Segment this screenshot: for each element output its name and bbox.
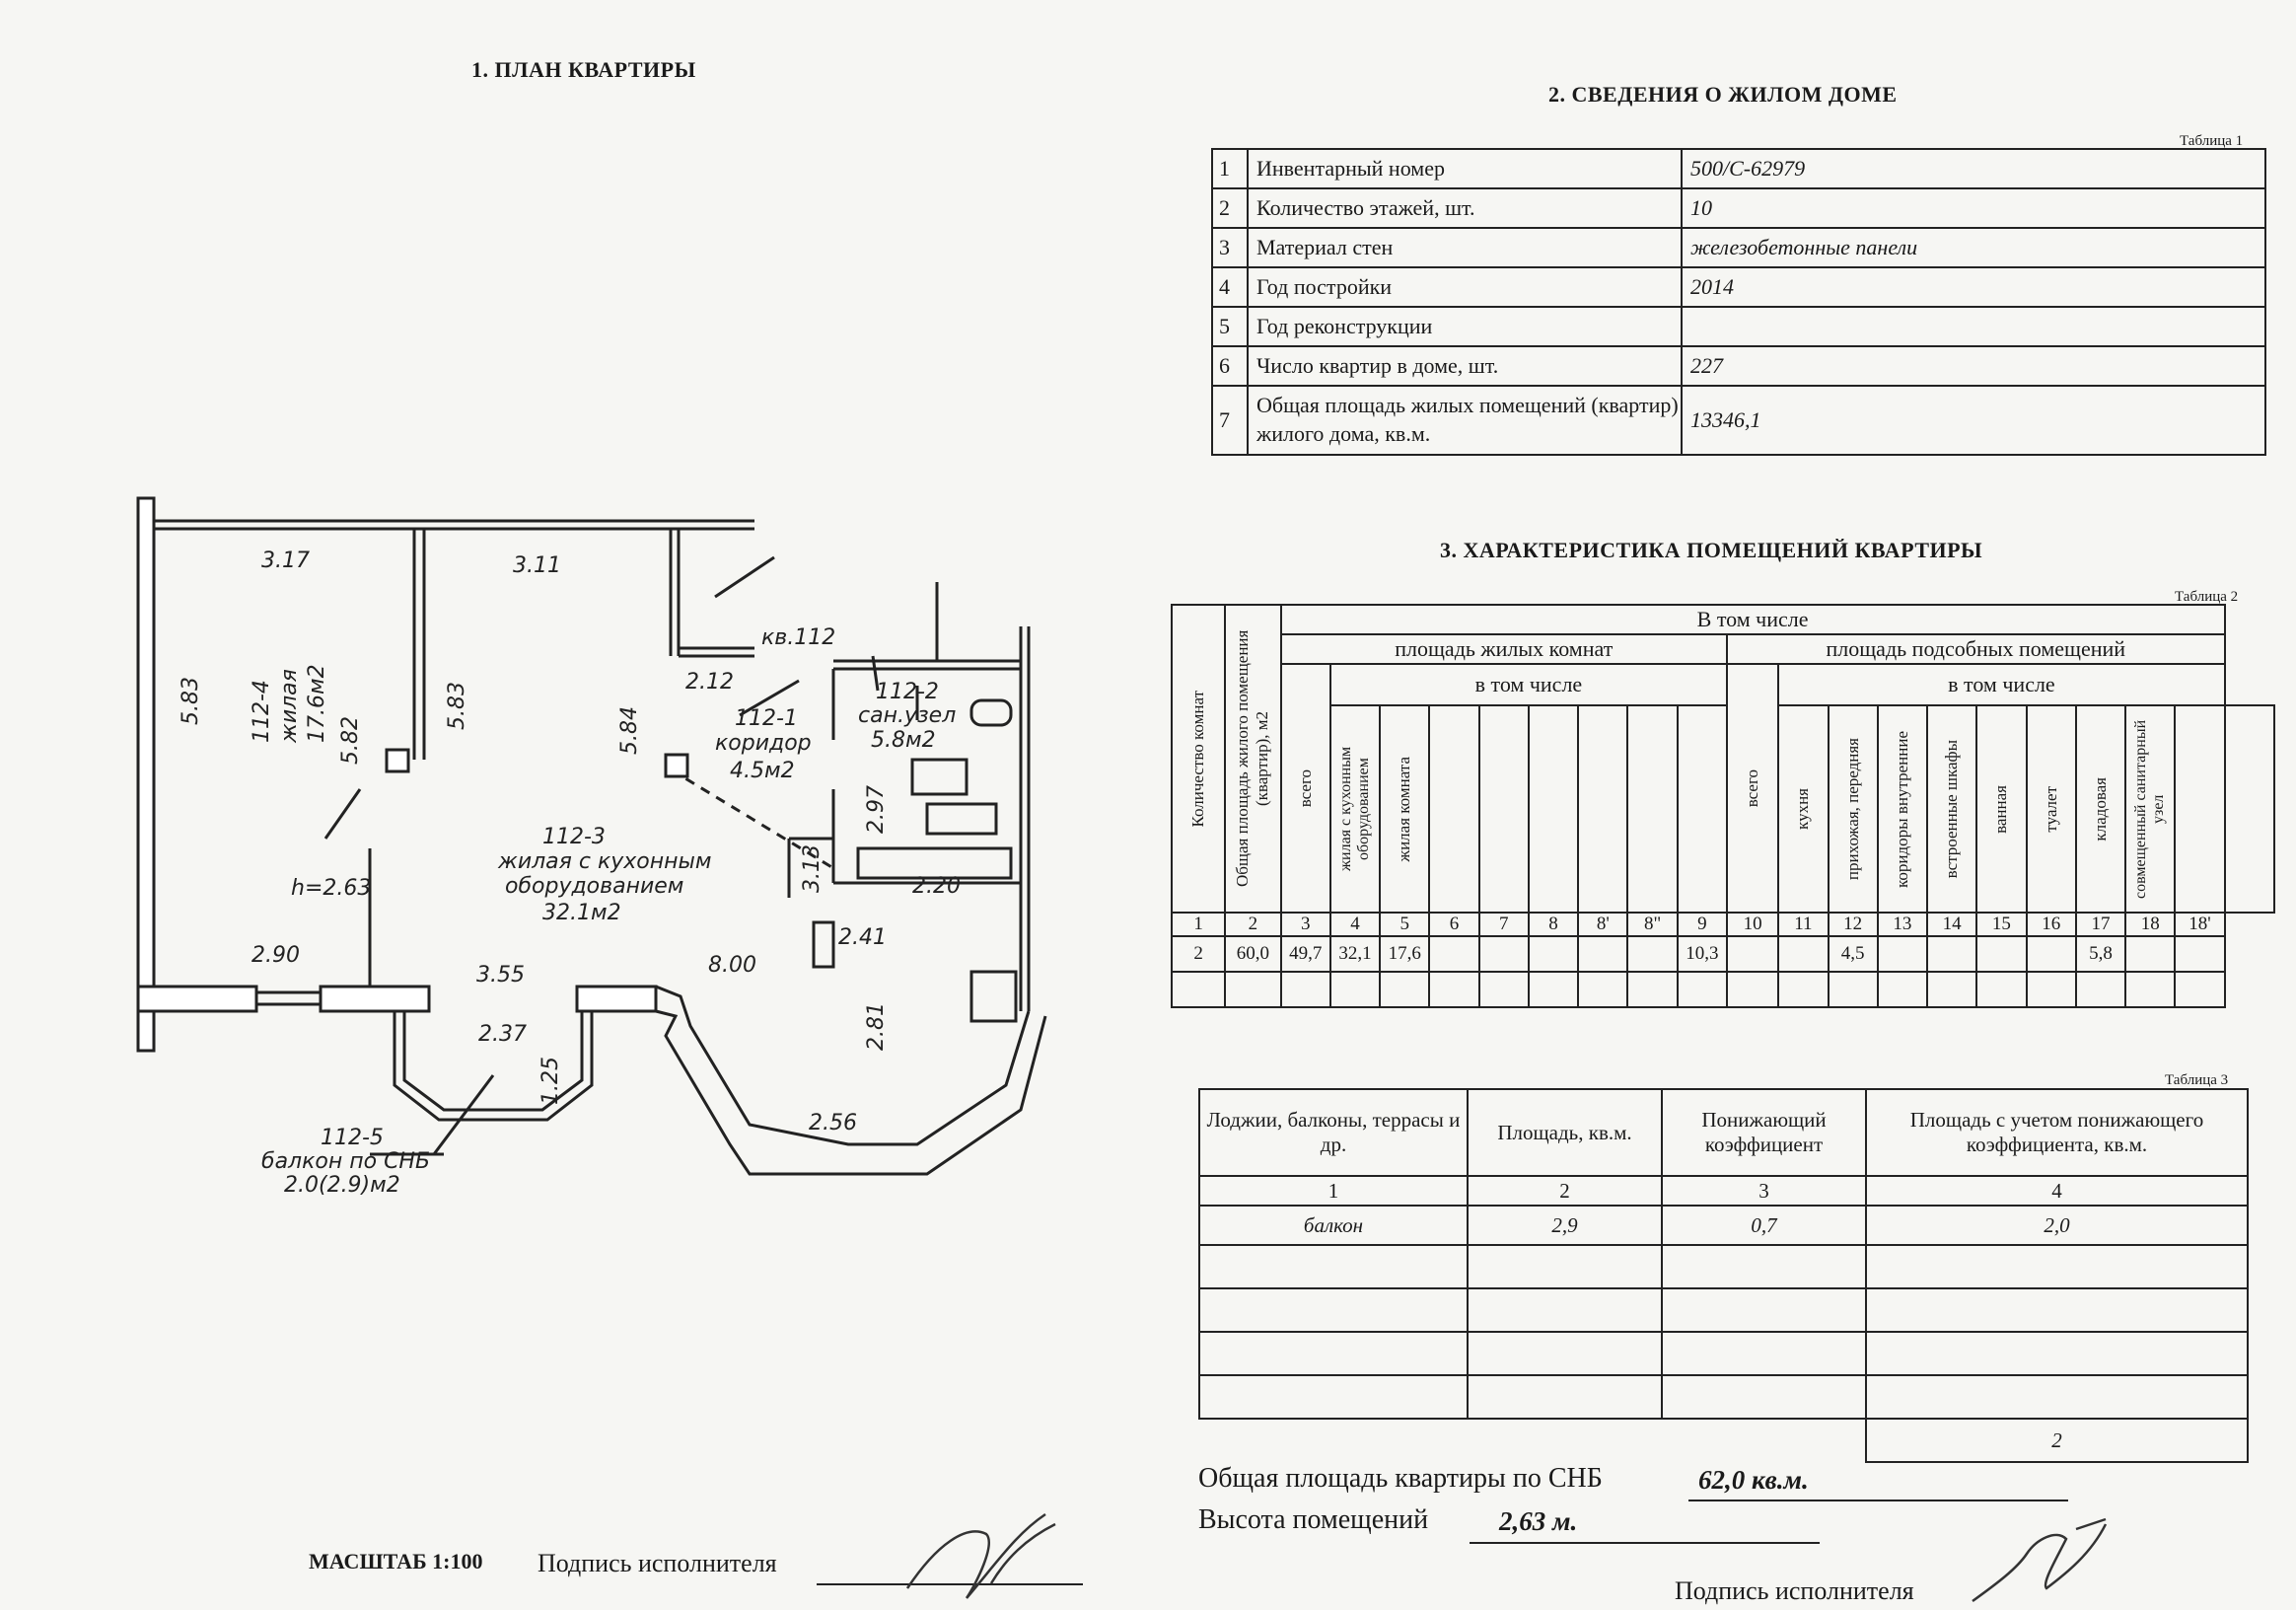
dim-label: 5.83: [179, 677, 203, 725]
room-name-2: оборудованием: [505, 874, 684, 899]
col-header: Количество комнат: [1188, 690, 1208, 828]
dim-label: 3.55: [476, 963, 525, 988]
balcony-table: [1198, 1088, 2249, 1463]
col-header: жилая с кухонным оборудованием: [1336, 746, 1372, 872]
height-value: 2,63 м.: [1499, 1506, 1578, 1536]
col-number: 15: [1976, 913, 2026, 936]
col-number: 16: [2027, 913, 2076, 936]
dim-label: 1.25: [538, 1057, 563, 1105]
total-area-value: 62,0 кв.м.: [1698, 1465, 1809, 1495]
col-number: 2: [1468, 1176, 1662, 1206]
row-value: 10: [1682, 188, 2265, 228]
apartment-number: кв.112: [761, 625, 836, 650]
data-cell: [1479, 936, 1529, 972]
row-number: 1: [1212, 149, 1248, 188]
col-number: 1: [1199, 1176, 1468, 1206]
row-value: [1682, 307, 2265, 346]
table-row: [1199, 1206, 2248, 1245]
col-number: 8": [1627, 913, 1677, 936]
room-area: 17.6м2: [305, 664, 329, 743]
data-cell: 2,0: [1866, 1206, 2248, 1245]
col-number: 7: [1479, 913, 1529, 936]
col-header: В том числе: [1281, 605, 2225, 634]
data-cell: 10,3: [1678, 936, 1727, 972]
data-cell: [2175, 936, 2224, 972]
floor-plan: [99, 464, 1105, 1233]
table-row: [1212, 346, 2265, 386]
total-area-line: [1688, 1500, 2068, 1501]
col-header: кухня: [1793, 788, 1813, 830]
row-label: Общая площадь жилых помещений (квартир) жилого дома, кв.м.: [1248, 386, 1682, 455]
row-label: Год постройки: [1248, 267, 1682, 307]
room-code: 112-1: [735, 706, 798, 731]
room-height: h=2.63: [291, 876, 372, 901]
data-cell: 5,8: [2076, 936, 2125, 972]
dim-label: 3.17: [261, 549, 310, 573]
data-cell: [1976, 936, 2026, 972]
col-number: 11: [1778, 913, 1828, 936]
dim-label: 2.81: [864, 1002, 889, 1051]
table3-label: Таблица 3: [2165, 1072, 2229, 1088]
col-header: ванная: [1991, 784, 2011, 834]
dim-label: 2.41: [838, 925, 887, 950]
table-row: [1212, 149, 2265, 188]
dim-label: 5.83: [445, 682, 469, 730]
row-number: 3: [1212, 228, 1248, 267]
room-area: 5.8м2: [871, 728, 936, 753]
col-header: площадь жилых комнат: [1281, 634, 1727, 664]
column-numbers-row: [1172, 913, 2274, 936]
table1-label: Таблица 1: [2180, 133, 2244, 149]
room-name: жилая: [277, 669, 302, 743]
dim-label: 3.11: [513, 553, 561, 578]
row-number: 6: [1212, 346, 1248, 386]
col-header: Общая площадь жилого помещения (квартир), м2: [1233, 629, 1272, 888]
table-row: [1212, 307, 2265, 346]
col-header: Площадь с учетом понижающего коэффициента, кв.м.: [1866, 1089, 2248, 1176]
room-name: жилая с кухонным: [498, 849, 712, 874]
height-line: [1470, 1542, 1820, 1544]
col-number: 4: [1866, 1176, 2248, 1206]
col-header: Понижающий коэффициент: [1662, 1089, 1866, 1176]
dim-label: 2.20: [912, 874, 961, 899]
col-header: совмещенный санитарный узел: [2132, 719, 2168, 899]
table-row: [1172, 936, 2274, 972]
row-value: 500/С-62979: [1682, 149, 2265, 188]
data-cell: [1778, 936, 1828, 972]
total-cell: 2: [1866, 1419, 2248, 1462]
table-row: [1212, 188, 2265, 228]
table-row: [1212, 228, 2265, 267]
col-header: туалет: [2041, 785, 2060, 833]
col-number: 8': [1578, 913, 1627, 936]
col-number: 18: [2125, 913, 2175, 936]
data-cell: 4,5: [1829, 936, 1878, 972]
data-cell: 17,6: [1380, 936, 1429, 972]
room-area: 4.5м2: [730, 759, 795, 783]
row-value: 13346,1: [1682, 386, 2265, 455]
col-number: 3: [1662, 1176, 1866, 1206]
table2-label: Таблица 2: [2175, 589, 2239, 605]
plan-heading: 1. ПЛАН КВАРТИРЫ: [471, 57, 696, 82]
col-header: прихожая, передняя: [1842, 737, 1862, 881]
col-number: 2: [1225, 913, 1280, 936]
row-label: Год реконструкции: [1248, 307, 1682, 346]
plan-signature: [897, 1504, 1085, 1603]
row-number: 2: [1212, 188, 1248, 228]
data-cell: [1627, 936, 1677, 972]
building-info-table: [1211, 148, 2266, 456]
row-label: Количество этажей, шт.: [1248, 188, 1682, 228]
col-header: в том числе: [1778, 664, 2224, 705]
data-cell: балкон: [1199, 1206, 1468, 1245]
data-cell: [2027, 936, 2076, 972]
rooms-table: [1171, 604, 2275, 1008]
row-label: Материал стен: [1248, 228, 1682, 267]
col-number: 10: [1727, 913, 1778, 936]
dim-label: 2.97: [864, 785, 889, 834]
data-cell: [1878, 936, 1927, 972]
dim-label: 3.13: [800, 844, 825, 893]
dim-label: 8.00: [708, 953, 756, 978]
room-code: 112-4: [250, 680, 274, 743]
col-header: всего: [1743, 768, 1762, 808]
signature-label: Подпись исполнителя: [1675, 1576, 1914, 1605]
dim-label: 5.84: [617, 706, 642, 755]
data-cell: 2,9: [1468, 1206, 1662, 1245]
room-code: 112-2: [876, 680, 939, 704]
col-header: всего: [1295, 768, 1315, 808]
row-value: железобетонные панели: [1682, 228, 2265, 267]
data-cell: 2: [1172, 936, 1225, 972]
total-area-label: Общая площадь квартиры по СНБ: [1198, 1463, 1603, 1494]
rooms-heading: 3. ХАРАКТЕРИСТИКА ПОМЕЩЕНИЙ КВАРТИРЫ: [1440, 538, 1983, 562]
row-number: 7: [1212, 386, 1248, 455]
table-row: [1212, 386, 2265, 455]
executor-signature: [1968, 1514, 2116, 1605]
col-number: 8: [1529, 913, 1578, 936]
data-cell: 0,7: [1662, 1206, 1866, 1245]
room-code: 112-3: [542, 825, 606, 849]
data-cell: [1429, 936, 1478, 972]
dim-label: 2.56: [809, 1111, 857, 1135]
plan-signature-label: Подпись исполнителя: [538, 1549, 777, 1577]
col-number: 5: [1380, 913, 1429, 936]
col-header: Лоджии, балконы, террасы и др.: [1199, 1089, 1468, 1176]
col-number: 9: [1678, 913, 1727, 936]
dim-label: 2.90: [251, 943, 300, 968]
col-number: 14: [1927, 913, 1976, 936]
data-cell: 60,0: [1225, 936, 1280, 972]
data-cell: [1529, 936, 1578, 972]
building-heading: 2. СВЕДЕНИЯ О ЖИЛОМ ДОМЕ: [1548, 82, 1898, 107]
row-label: Инвентарный номер: [1248, 149, 1682, 188]
row-number: 4: [1212, 267, 1248, 307]
data-cell: 49,7: [1281, 936, 1330, 972]
col-header: площадь подсобных помещений: [1727, 634, 2225, 664]
room-area: 2.0(2.9)м2: [284, 1173, 400, 1198]
room-area: 32.1м2: [542, 901, 621, 925]
col-header: коридоры внутренние: [1892, 730, 1911, 888]
data-cell: [1727, 936, 1778, 972]
dim-label: 5.82: [338, 716, 363, 765]
row-number: 5: [1212, 307, 1248, 346]
col-number: 18': [2175, 913, 2224, 936]
data-cell: [1927, 936, 1976, 972]
table-row: [1212, 267, 2265, 307]
data-cell: [1578, 936, 1627, 972]
col-header: в том числе: [1330, 664, 1727, 705]
col-number: 12: [1829, 913, 1878, 936]
row-label: Число квартир в доме, шт.: [1248, 346, 1682, 386]
col-number: 4: [1330, 913, 1380, 936]
dim-label: 2.12: [685, 670, 734, 695]
col-number: 17: [2076, 913, 2125, 936]
height-label: Высота помещений: [1198, 1504, 1429, 1535]
col-header: кладовая: [2090, 776, 2110, 842]
col-header: жилая комната: [1395, 756, 1414, 862]
col-header: встроенные шкафы: [1942, 739, 1962, 879]
row-value: 227: [1682, 346, 2265, 386]
scale-label: МАСШТАБ 1:100: [309, 1549, 483, 1573]
room-code: 112-5: [321, 1126, 384, 1150]
dim-label: 2.37: [478, 1022, 527, 1047]
col-number: 3: [1281, 913, 1330, 936]
col-number: 13: [1878, 913, 1927, 936]
row-value: 2014: [1682, 267, 2265, 307]
data-cell: 32,1: [1330, 936, 1380, 972]
col-number: 6: [1429, 913, 1478, 936]
data-cell: [2125, 936, 2175, 972]
col-header: Площадь, кв.м.: [1468, 1089, 1662, 1176]
room-name: балкон по СНБ: [261, 1149, 431, 1174]
col-number: 1: [1172, 913, 1225, 936]
room-name: сан.узел: [858, 703, 957, 728]
room-name: коридор: [715, 731, 812, 756]
